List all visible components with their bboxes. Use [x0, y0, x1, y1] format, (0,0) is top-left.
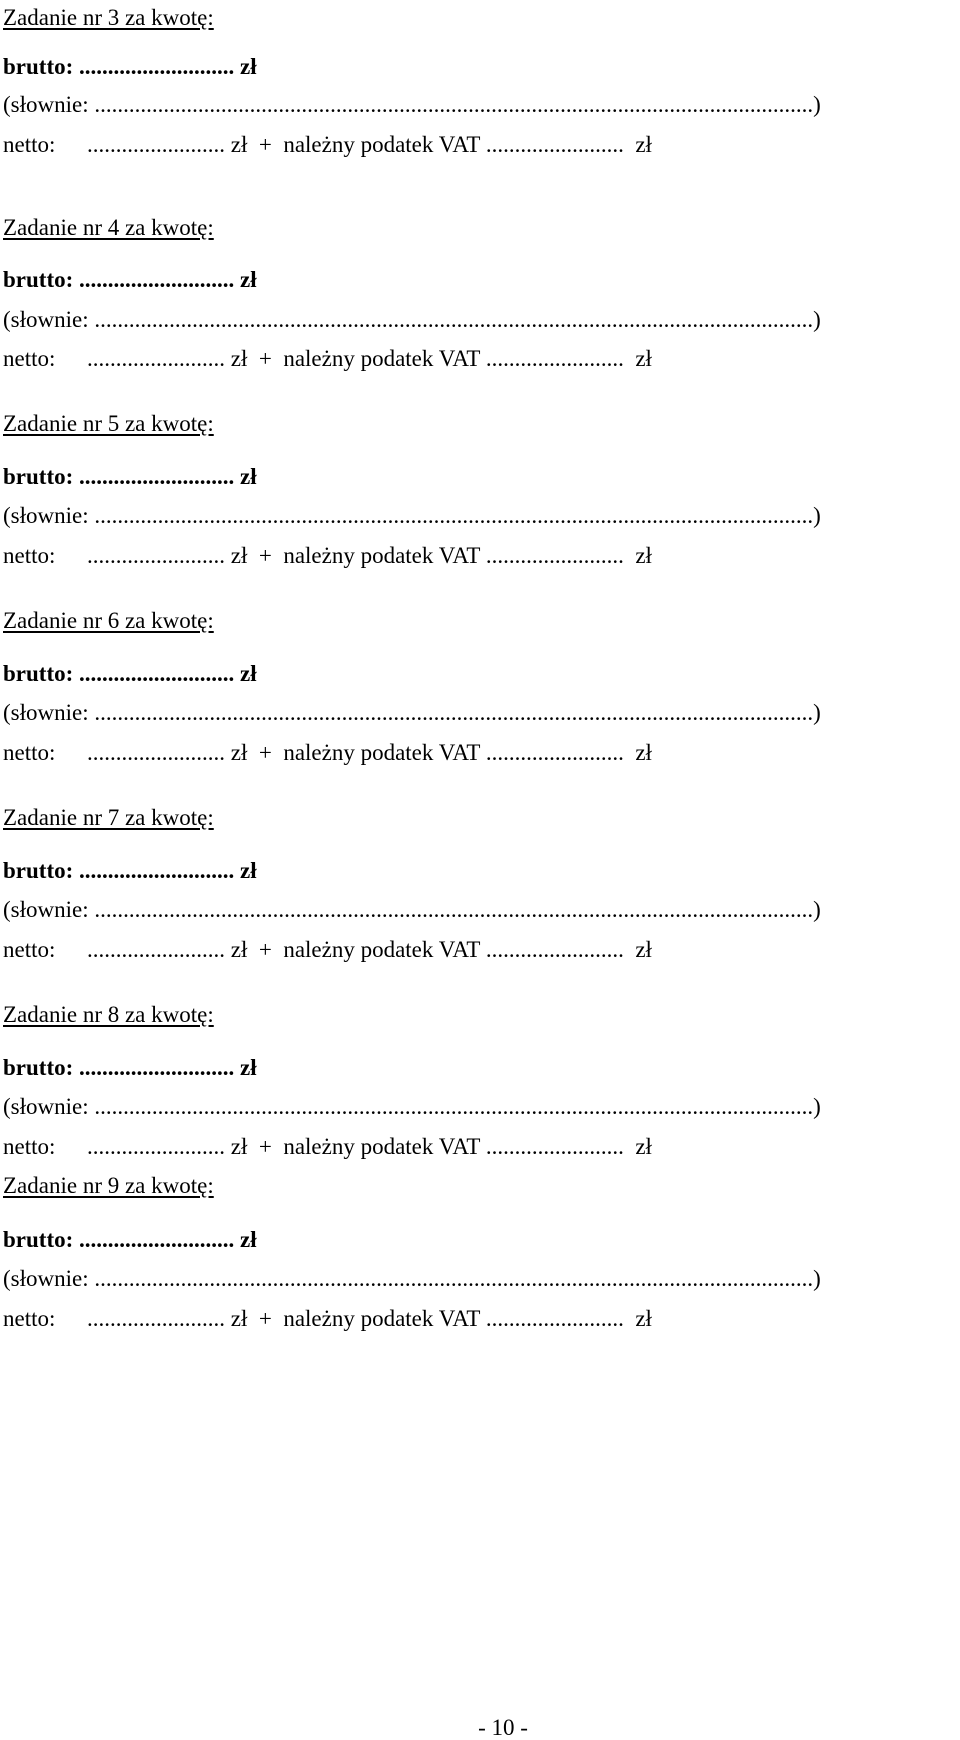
- netto-label: netto:: [3, 346, 56, 371]
- task-heading: Zadanie nr 6 za kwotę:: [3, 608, 214, 633]
- netto-value: ........................ zł + należny podatek VAT ........................ zł: [87, 740, 652, 765]
- netto-value: ........................ zł + należny podatek VAT ........................ zł: [87, 543, 652, 568]
- task-heading: Zadanie nr 9 za kwotę:: [3, 1173, 214, 1198]
- netto-line: [3, 345, 652, 373]
- slownie-line: (słownie: .............................................................................................................................): [3, 1266, 821, 1291]
- netto-label: netto:: [3, 1306, 56, 1331]
- slownie-line: (słownie: .............................................................................................................................): [3, 897, 821, 922]
- brutto-line: brutto: ........................... zł: [3, 1227, 257, 1252]
- task-heading: Zadanie nr 4 za kwotę:: [3, 215, 214, 240]
- brutto-line: brutto: ........................... zł: [3, 267, 257, 292]
- netto-line: [3, 542, 652, 570]
- slownie-line: (słownie: .............................................................................................................................): [3, 307, 821, 332]
- netto-line: [3, 1305, 652, 1333]
- brutto-line: brutto: ........................... zł: [3, 1055, 257, 1080]
- page-footer: [0, 1716, 960, 1740]
- brutto-line: brutto: ........................... zł: [3, 661, 257, 686]
- netto-value: ........................ zł + należny podatek VAT ........................ zł: [87, 937, 652, 962]
- slownie-line: (słownie: .............................................................................................................................): [3, 92, 821, 117]
- netto-label: netto:: [3, 543, 56, 568]
- slownie-line: (słownie: .............................................................................................................................): [3, 1094, 821, 1119]
- netto-value: ........................ zł + należny podatek VAT ........................ zł: [87, 1134, 652, 1159]
- netto-label: netto:: [3, 1134, 56, 1159]
- brutto-line: brutto: ........................... zł: [3, 464, 257, 489]
- task-heading: Zadanie nr 3 za kwotę:: [3, 5, 214, 30]
- slownie-line: (słownie: .............................................................................................................................): [3, 700, 821, 725]
- task-heading: Zadanie nr 8 za kwotę:: [3, 1002, 214, 1027]
- netto-value: ........................ zł + należny podatek VAT ........................ zł: [87, 132, 652, 157]
- netto-label: netto:: [3, 132, 56, 157]
- netto-line: [3, 131, 652, 159]
- netto-line: [3, 739, 652, 767]
- netto-label: netto:: [3, 740, 56, 765]
- page-number: - 10 -: [478, 1715, 528, 1740]
- task-heading: Zadanie nr 5 za kwotę:: [3, 411, 214, 436]
- brutto-line: brutto: ........................... zł: [3, 858, 257, 883]
- task-heading: Zadanie nr 7 za kwotę:: [3, 805, 214, 830]
- slownie-line: (słownie: .............................................................................................................................): [3, 503, 821, 528]
- netto-value: ........................ zł + należny podatek VAT ........................ zł: [87, 346, 652, 371]
- netto-label: netto:: [3, 937, 56, 962]
- netto-value: ........................ zł + należny podatek VAT ........................ zł: [87, 1306, 652, 1331]
- netto-line: [3, 936, 652, 964]
- brutto-line: brutto: ........................... zł: [3, 54, 257, 79]
- netto-line: [3, 1133, 652, 1161]
